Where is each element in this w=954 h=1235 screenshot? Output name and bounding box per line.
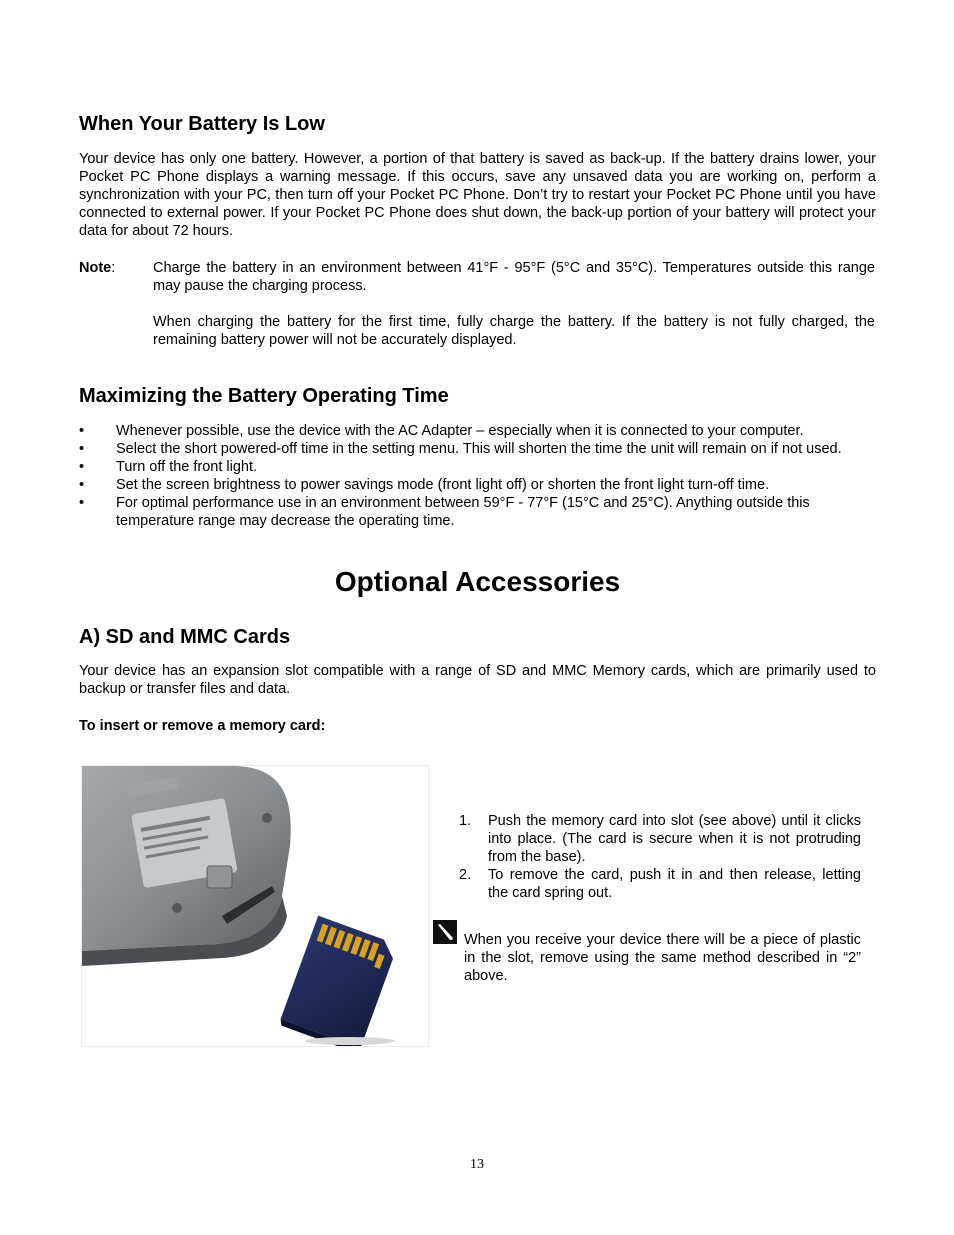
maximizing-list (79, 422, 876, 530)
device-slot-cover (207, 866, 232, 888)
list-item: • For optimal performance use in an environment between 59°F - 77°F (15°C and 25°C). Anything outside this temperature range may decrease the operating time. (79, 495, 810, 529)
pen-icon (433, 920, 457, 944)
note-paragraph-2: When charging the battery for the first time, fully charge the battery. If the battery is not fully charged, the remaining battery power will not be accurately displayed. (153, 314, 875, 348)
main-title: Optional Accessories (334, 566, 621, 597)
sd-paragraph (79, 662, 876, 698)
list-item: • Turn off the front light. (79, 459, 258, 475)
heading-maximizing: Maximizing the Battery Operating Time (79, 385, 449, 407)
insert-steps-list (459, 812, 861, 902)
insert-remove-subheading: To insert or remove a memory card: (79, 718, 326, 734)
list-item: 1. Push the memory card into slot (see above) until it clicks into place. (The card is secure when it is not protruding from the base). (459, 813, 861, 865)
tip-text: When you receive your device there will be a piece of plastic in the slot, remove using the same method described in “2” above. (464, 932, 861, 984)
battery-low-text: Your device has only one battery. However, a portion of that battery is saved as back-up. If the battery drains lower, your Pocket PC Phone displays a warning message. If this occurs, save any unsaved data you are working on, perform a synchronization with your PC, then turn off your Pocket PC Phone. Don’t try to restart your Pocket PC Phone until you have connected to external power. If your Pocket PC Phone does shut down, the back-up portion of your battery will protect your data for about 72 hours. (79, 151, 876, 239)
list-item: 2. To remove the card, push it in and then release, letting the card spring out. (459, 867, 861, 901)
device-illustration (82, 766, 428, 1046)
note-label: Note: (79, 260, 116, 276)
sd-card (279, 916, 401, 1046)
list-item: • Select the short powered-off time in the setting menu. This will shorten the time the unit will remain on if not used. (79, 441, 842, 457)
note-body (153, 259, 875, 349)
list-item: • Whenever possible, use the device with the AC Adapter – especially when it is connected to your computer. (79, 423, 804, 439)
sd-text: Your device has an expansion slot compatible with a range of SD and MMC Memory cards, which are primarily used to backup or transfer files and data. (79, 663, 876, 697)
heading-battery-low: When Your Battery Is Low (79, 113, 325, 135)
list-item: • Set the screen brightness to power savings mode (front light off) or shorten the front light turn-off time. (79, 477, 770, 493)
device-and-sd-card-photo (81, 765, 429, 1047)
page-number: 13 (470, 1157, 484, 1172)
heading-sd-mmc: A) SD and MMC Cards (79, 626, 291, 648)
battery-low-paragraph (79, 150, 876, 240)
note-paragraph-1: Charge the battery in an environment between 41°F - 95°F (5°C and 35°C). Temperatures outside this range may pause the charging process. (153, 260, 875, 294)
